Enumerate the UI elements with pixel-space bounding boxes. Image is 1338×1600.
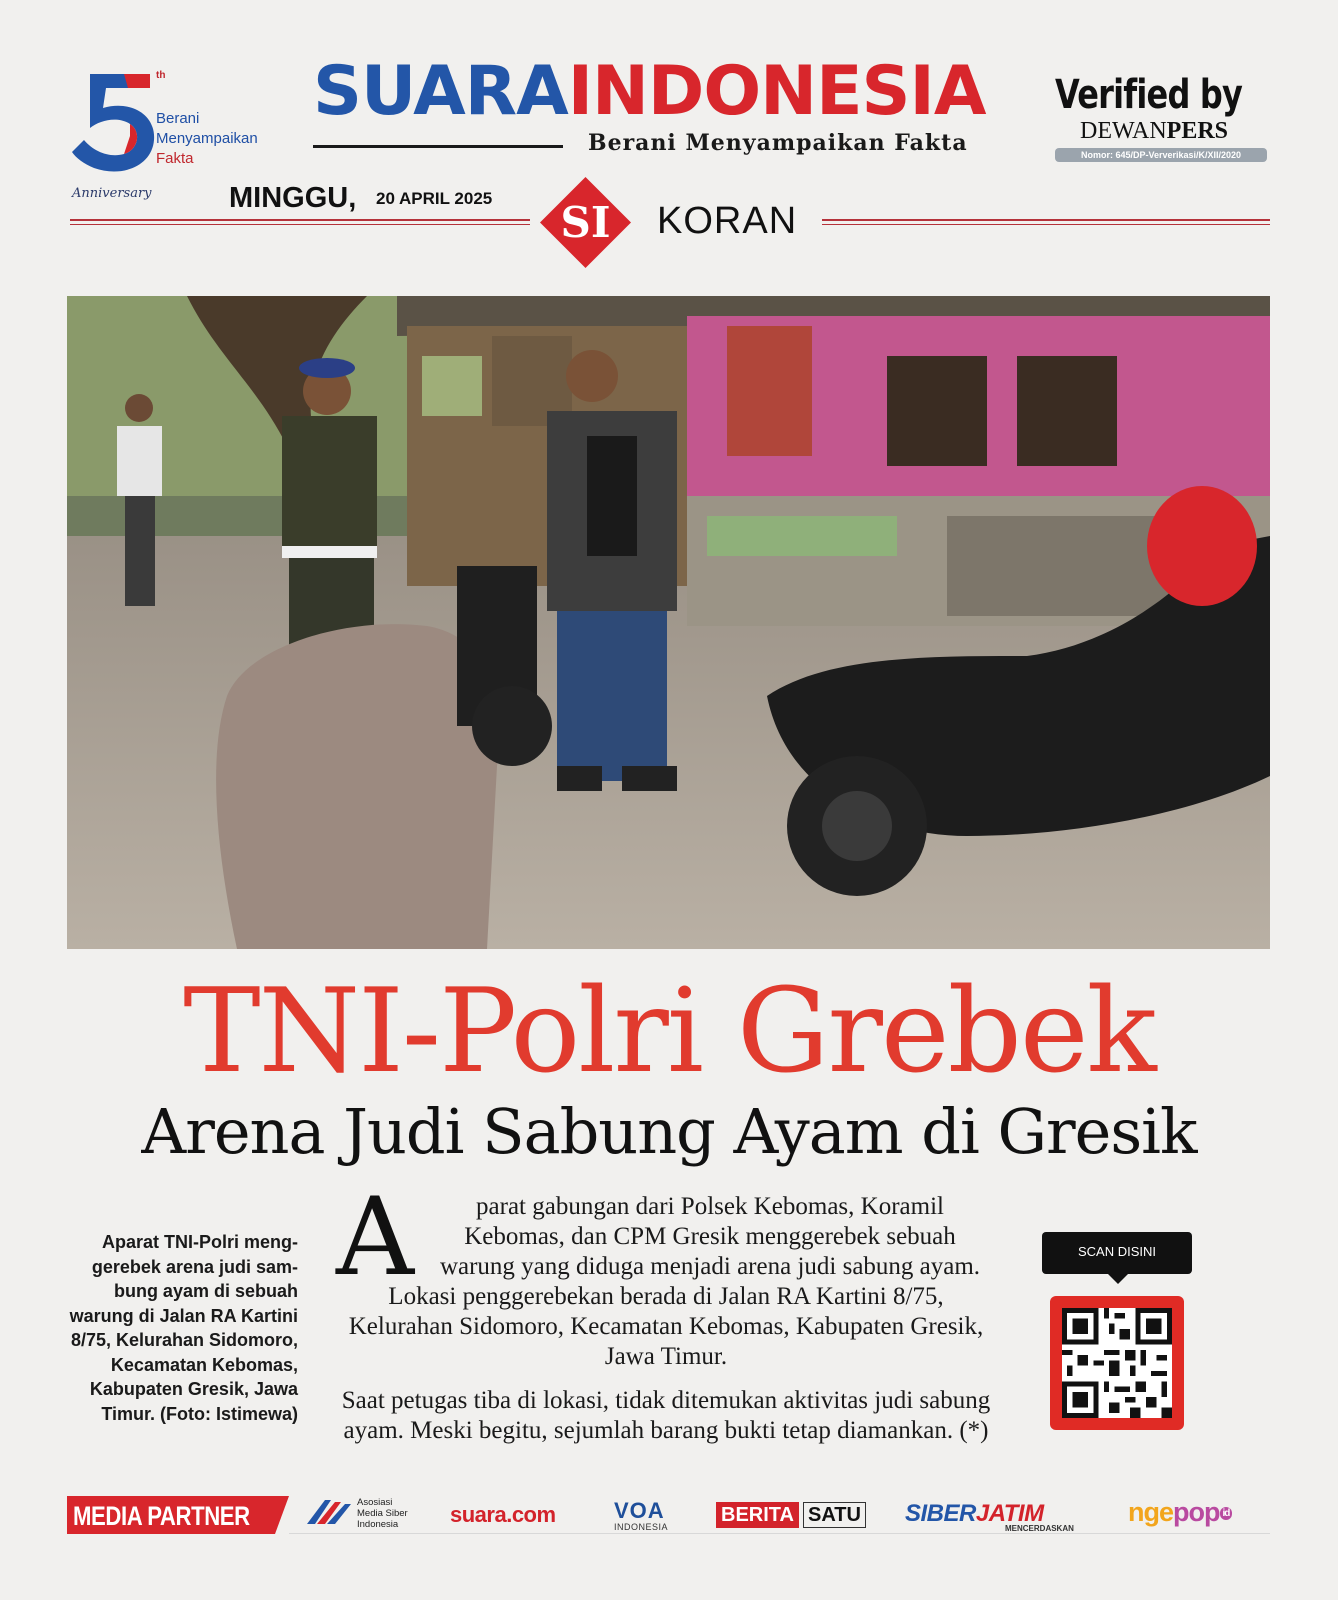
- headline: TNI-Polri Grebek: [183, 964, 1155, 1099]
- issue-day: MINGGU,: [229, 182, 357, 214]
- photo-illustration: [67, 296, 1270, 949]
- dewan-pers: [1080, 118, 1228, 145]
- footer-rule: [289, 1533, 1270, 1534]
- amsi-logo-icon: [305, 1496, 355, 1526]
- qr-code-icon[interactable]: [1062, 1308, 1172, 1418]
- si-diamond-logo: [538, 175, 633, 270]
- amsi-line1: Asosiasi: [357, 1497, 393, 1508]
- beritasatu-logo-part1: BERITA: [716, 1502, 799, 1528]
- photo-caption: [60, 1230, 298, 1426]
- siberjatim-tagline: MENCERDASKAN: [1005, 1524, 1074, 1533]
- si-mark: SI: [560, 198, 611, 247]
- ngepop-pop: pop: [1173, 1497, 1220, 1527]
- caption-text: Aparat TNI-Polri meng-gerebek arena judi sam-bung ayam di sebuah warung di Jalan RA Kartini 8/75, Kelurahan Sidomoro, Kecamatan Kebomas, Kabupaten Gresik, Jawa Timur. (Foto: Istimewa): [69, 1232, 298, 1424]
- verification-number: Nomor: 645/DP-Ververikasi/K/XII/2020: [1055, 148, 1267, 162]
- anniversary-script: Anniversary: [72, 186, 152, 201]
- anniversary-five-icon: [70, 66, 160, 176]
- amsi-line3: Indonesia: [357, 1519, 399, 1530]
- paragraph-1: [336, 1175, 996, 1372]
- ngepop-nge: nge: [1128, 1497, 1174, 1527]
- header-rule-right: [822, 219, 1270, 221]
- header-rule-right-thin: [822, 224, 1270, 225]
- anniversary-line1: Berani: [156, 110, 200, 127]
- media-partner-banner: [67, 1496, 289, 1534]
- siber-text: SIBER: [905, 1500, 976, 1527]
- header-rule-left: [70, 219, 530, 221]
- scan-label: SCAN DISINI: [1042, 1232, 1192, 1274]
- paragraph-2: Saat petugas tiba di lokasi, tidak ditemukan aktivitas judi sabung ayam. Meski begitu, sejumlah barang bukti tetap diamankan. (*): [341, 1387, 991, 1444]
- header-rule-left-thin: [70, 224, 530, 225]
- masthead-suara: SUARA: [313, 52, 568, 131]
- suara-logo: suara.com: [450, 1502, 556, 1527]
- voa-logo: VOA: [614, 1498, 665, 1523]
- section-label: KORAN: [657, 200, 798, 242]
- jatim-text: JATIM: [975, 1500, 1044, 1527]
- anniversary-line3: Fakta: [156, 150, 194, 167]
- issue-date: 20 APRIL 2025: [376, 189, 493, 208]
- anniversary-ordinal: th: [156, 70, 166, 81]
- masthead: [313, 52, 986, 131]
- pers-text: PERS: [1166, 118, 1229, 144]
- paragraph-1-text: parat gabungan dari Polsek Kebomas, Koramil Kebomas, dan CPM Gresik menggerebek sebuah warung yang diduga menjadi arena judi sabung ayam. Lokasi penggerebekan berada di Jalan RA Kartini 8/75, Kelurahan Sidomoro, Kecamatan Kebomas, Kabupaten Gresik, Jawa Timur.: [348, 1193, 984, 1370]
- ngepop-id: id: [1220, 1507, 1233, 1520]
- drop-cap: A: [336, 1175, 414, 1300]
- amsi-line2: Media Siber: [357, 1508, 408, 1519]
- media-partner-label: MEDIA PARTNER: [73, 1501, 250, 1531]
- tagline: Berani Menyampaikan Fakta: [588, 130, 968, 156]
- scan-label-pointer: [1108, 1274, 1128, 1284]
- article-photo: [67, 296, 1270, 949]
- dewan-text: DEWAN: [1080, 118, 1167, 144]
- beritasatu-logo-part2: SATU: [803, 1502, 866, 1528]
- masthead-rule: [313, 145, 563, 148]
- amsi-logo-text: [357, 1497, 408, 1530]
- ngepop-logo: [1128, 1497, 1232, 1528]
- verified-label: Verified by: [1055, 72, 1243, 118]
- masthead-indonesia: INDONESIA: [567, 52, 986, 131]
- subheadline: Arena Judi Sabung Ayam di Gresik: [141, 1095, 1197, 1168]
- article-body: [336, 1175, 996, 1446]
- voa-logo-sub: INDONESIA: [614, 1522, 669, 1532]
- anniversary-line2: Menyampaikan: [156, 130, 258, 147]
